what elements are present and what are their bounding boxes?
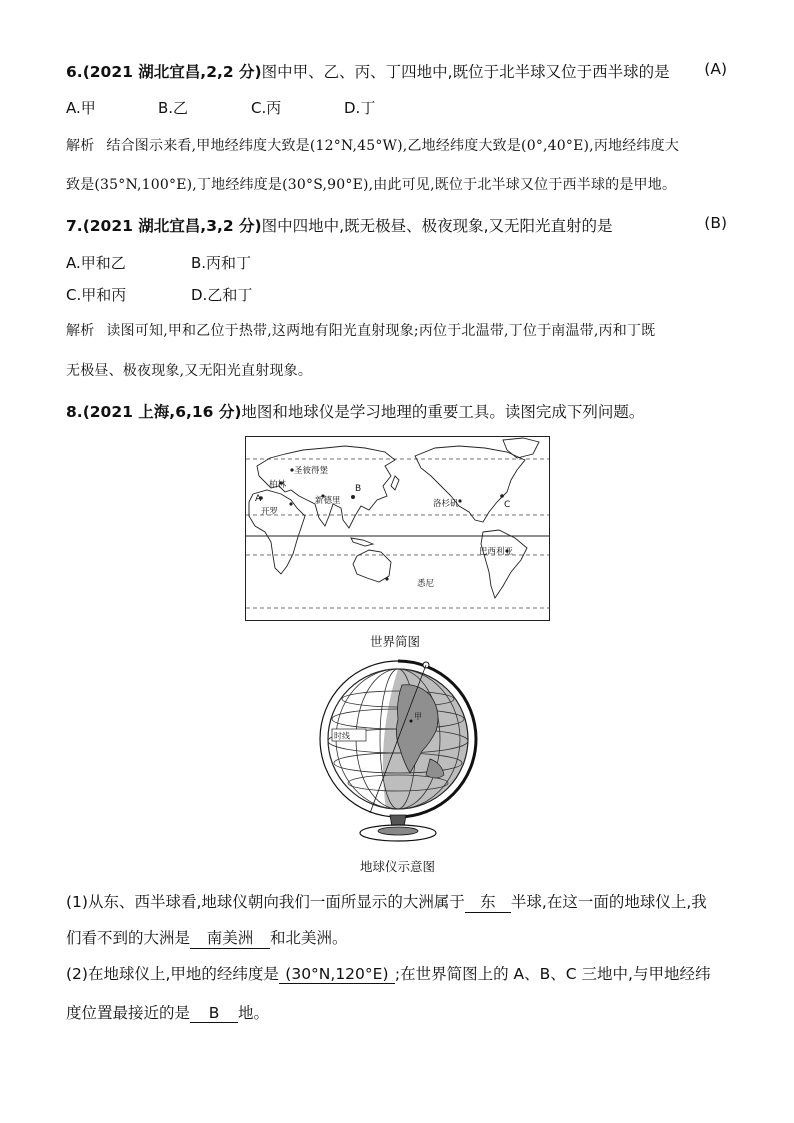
q6-option-c: C.丙 (251, 99, 282, 117)
map-frame (246, 437, 550, 621)
q6-explanation-line2: 致是(35°N,100°E),丁地经纬度是(30°S,90°E),由此可见,既位于北半球又位于西半球的是甲地。 (66, 177, 677, 193)
map-caption: 世界简图 (370, 634, 421, 649)
q8-stem: 地图和地球仪是学习地理的重要工具。读图完成下列问题。 (241, 403, 645, 421)
q7-option-b: B.丙和丁 (191, 254, 252, 272)
q6-stem-line (66, 60, 670, 82)
new-delhi-label: 新德里 (315, 496, 341, 506)
q8-source: (2021 上海,6,16 分) (82, 403, 242, 421)
q8-sub2-blank2: B (190, 1004, 238, 1023)
point-c-marker (500, 494, 504, 498)
q6-option-b: B.乙 (158, 99, 189, 117)
q8-sub1-blank2: 南美洲 (190, 926, 270, 949)
q7-option-a: A.甲和乙 (66, 254, 126, 272)
q6-answer: (A) (704, 60, 727, 78)
point-b-marker (351, 495, 355, 499)
q8-sub2-blank1: (30°N,120°E) (279, 965, 395, 984)
q6-number: 6. (66, 63, 83, 81)
globe-illustration (318, 655, 478, 845)
q6-explanation-line1: 解析 结合图示来看,甲地经纬度大致是(12°N,45°W),乙地经纬度大致是(0°,40°E),丙地经纬度大 (66, 138, 680, 154)
st-petersburg-label: 圣彼得堡 (294, 466, 329, 476)
globe-jia-marker (410, 720, 413, 723)
q6-option-d: D.丁 (344, 99, 376, 117)
q6-stem: 图中甲、乙、丙、丁四地中,既位于北半球又位于西半球的是 (261, 63, 670, 81)
q6-explanation-tag: 解析 (66, 138, 95, 154)
globe-jia-label: 甲 (414, 712, 422, 721)
cairo-label: 开罗 (261, 507, 279, 517)
point-a-label: A (255, 494, 262, 504)
q6-option-a: A.甲 (66, 99, 96, 117)
q7-number: 7. (66, 217, 83, 235)
q8-sub2-line2: 度位置最接近的是 B 地。 (66, 1004, 270, 1022)
q8-stem-line (66, 400, 644, 422)
q7-option-d: D.乙和丁 (191, 286, 253, 304)
q7-stem: 图中四地中,既无极昼、极夜现象,又无阳光直射的是 (261, 217, 613, 235)
cairo-marker (289, 502, 292, 505)
q7-source: (2021 湖北宜昌,3,2 分) (82, 217, 262, 235)
point-c-label: C (504, 500, 511, 510)
globe-line-label: 时线 (334, 731, 350, 741)
q8-sub1-line1: (1)从东、西半球看,地球仪朝向我们一面所显示的大洲属于 东 半球,在这一面的地球仪上,我 (66, 890, 707, 913)
q8-number: 8. (66, 403, 83, 421)
los-angeles-marker (458, 499, 461, 502)
q7-explanation-tag: 解析 (66, 323, 95, 339)
sydney-label: 悉尼 (417, 579, 435, 589)
q7-stem-line (66, 214, 613, 236)
point-b-label: B (355, 484, 362, 494)
q6-source: (2021 湖北宜昌,2,2 分) (82, 63, 262, 81)
q7-explanation-line2: 无极昼、极夜现象,又无阳光直射现象。 (66, 363, 313, 379)
q8-sub1-line2: 们看不到的大洲是 南美洲 和北美洲。 (66, 926, 348, 949)
globe-caption: 地球仪示意图 (360, 859, 436, 874)
q7-option-c: C.甲和丙 (66, 286, 127, 304)
q8-sub1-blank1: 东 (465, 890, 511, 913)
q8-sub2-line1: (2)在地球仪上,甲地的经纬度是 (30°N,120°E) ;在世界简图上的 A、B、C 三地中,与甲地经纬 (66, 965, 711, 983)
brasilia-label: 巴西利亚 (479, 547, 514, 557)
berlin-label: 柏林 (269, 480, 287, 490)
q7-explanation-line1: 解析 读图可知,甲和乙位于热带,这两地有阳光直射现象;丙位于北温带,丁位于南温带,丙和丁既 (66, 323, 656, 339)
los-angeles-label: 洛杉矶 (433, 499, 459, 509)
sydney-marker (385, 577, 388, 580)
q7-answer: (B) (704, 214, 727, 232)
world-map (245, 436, 550, 621)
